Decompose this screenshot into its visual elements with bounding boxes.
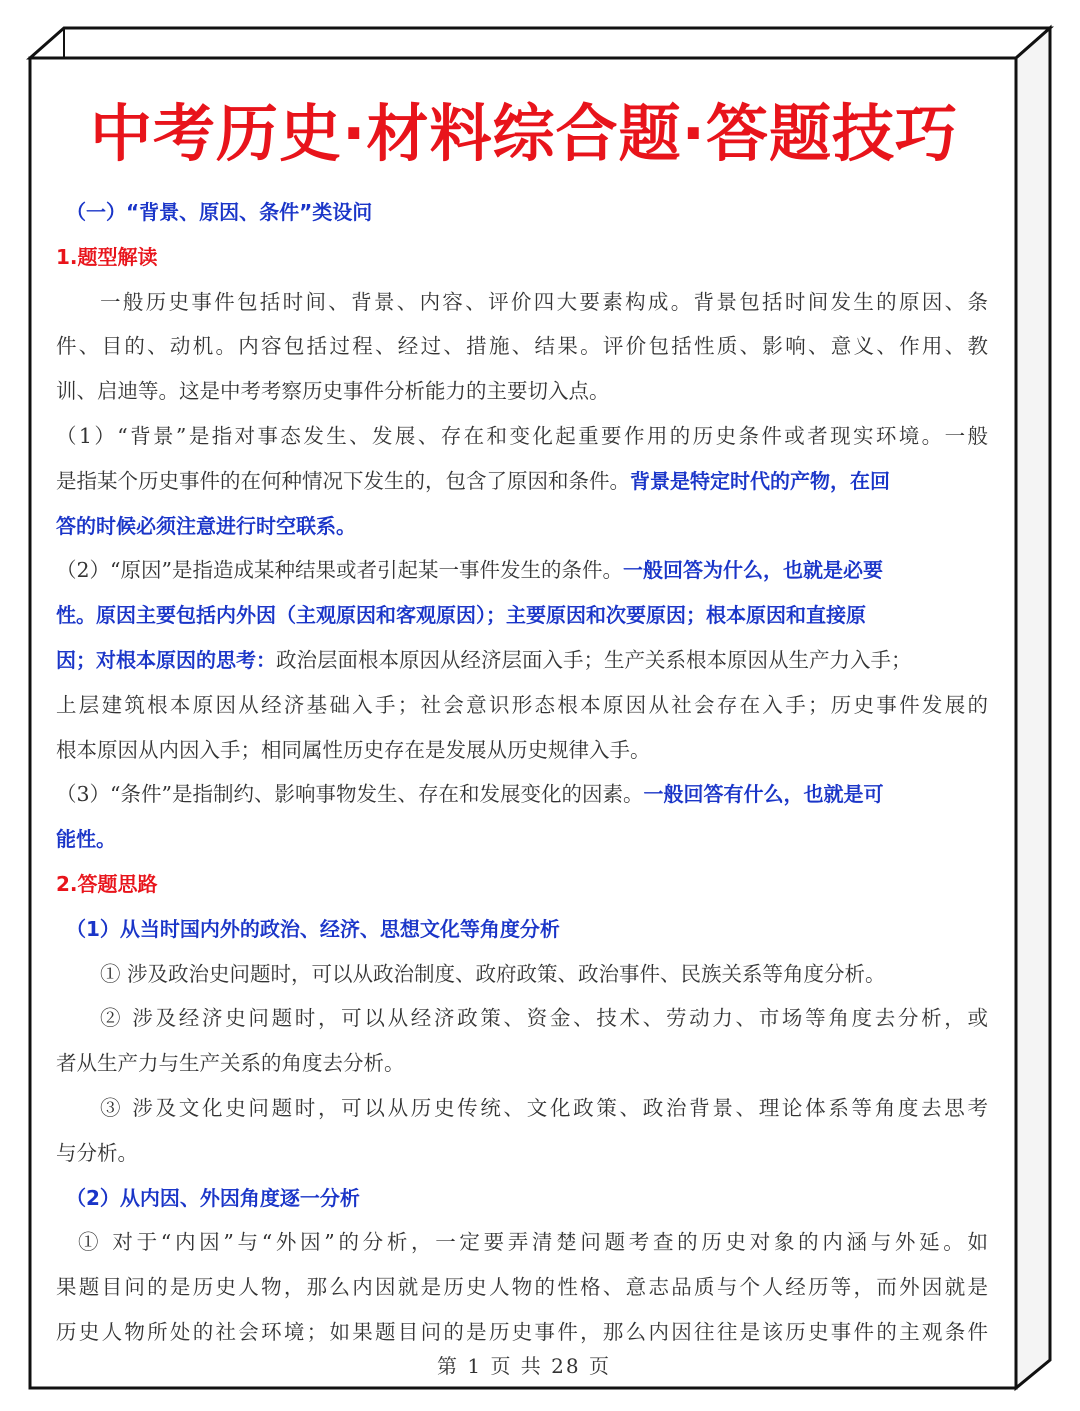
- approach1-item-1: ① 涉及政治史问题时，可以从政治制度、政府政策、政治事件、民族关系等角度分析。: [100, 961, 886, 986]
- reason-emphasis-2: 性。原因主要包括内外因（主观原因和客观原因）；主要原因和次要原因；根本原因和直接原: [56, 603, 866, 628]
- background-emphasis-2: 答的时候必须注意进行时空联系。: [56, 513, 356, 538]
- part-heading-2: 2.答题思路: [56, 871, 158, 896]
- section-heading: （一）“背景、原因、条件”类设问: [66, 200, 373, 224]
- page-title: 中考历史·材料综合题·答题技巧: [89, 97, 959, 170]
- condition-emphasis: 一般回答有什么，也就是可: [643, 782, 884, 807]
- document-page: [34, 60, 1014, 1385]
- approach2-line-1: ① 对于“内因”与“外因”的分析，一定要弄清楚问题考查的历史对象的内涵与外延。如: [78, 1230, 988, 1255]
- reason-emphasis-3: 因；对根本原因的思考：: [56, 647, 276, 672]
- approach2-heading: （2）从内因、外因角度逐一分析: [66, 1185, 360, 1210]
- background-line-1: （1）“背景”是指对事态发生、发展、存在和变化起重要作用的历史条件或者现实环境。一般: [56, 423, 988, 448]
- background-line-2: [56, 459, 988, 504]
- reason-line-1: [56, 548, 988, 593]
- intro-line-1: 一般历史事件包括时间、背景、内容、评价四大要素构成。背景包括时间发生的原因、条: [100, 289, 988, 314]
- approach2-line-3: 历史人物所处的社会环境；如果题目问的是历史事件，那么内因往往是该历史事件的主观条件: [56, 1319, 988, 1344]
- approach1-item-3: ③ 涉及文化史问题时，可以从历史传统、文化政策、政治背景、理论体系等角度去思考: [100, 1095, 988, 1120]
- condition-line-1: [56, 772, 988, 817]
- reason-text: （2）“原因”是指造成某种结果或者引起某一事件发生的条件。: [56, 558, 624, 583]
- document-body: [56, 190, 988, 1355]
- reason-line-4: 上层建筑根本原因从经济基础入手；社会意识形态根本原因从社会存在入手；历史事件发展的: [56, 692, 988, 717]
- intro-line-3: 训、启迪等。这是中考考察历史事件分析能力的主要切入点。: [56, 379, 610, 404]
- approach1-heading: （1）从当时国内外的政治、经济、思想文化等角度分析: [66, 916, 560, 941]
- reason-emphasis: 一般回答为什么，也就是必要: [623, 558, 884, 583]
- part-heading-1: 1.题型解读: [56, 244, 158, 269]
- page-footer: 第 1 页 共 28 页: [437, 1354, 611, 1378]
- background-text: 是指某个历史事件的在何种情况下发生的，包含了原因和条件。: [56, 468, 630, 493]
- condition-text: （3）“条件”是指制约、影响事物发生、存在和发展变化的因素。: [56, 782, 644, 807]
- approach1-item-2-cont: 者从生产力与生产关系的角度去分析。: [56, 1051, 405, 1076]
- reason-text-3: 政治层面根本原因从经济层面入手；生产关系根本原因从生产力入手；: [276, 647, 912, 672]
- intro-line-2: 件、目的、动机。内容包括过程、经过、措施、结果。评价包括性质、影响、意义、作用、教: [56, 334, 988, 359]
- approach2-line-2: 果题目问的是历史人物，那么内因就是历史人物的性格、意志品质与个人经历等，而外因就是: [56, 1275, 988, 1300]
- reason-line-3: [56, 638, 988, 683]
- background-emphasis: 背景是特定时代的产物，在回: [630, 468, 890, 493]
- approach1-item-2: ② 涉及经济史问题时，可以从经济政策、资金、技术、劳动力、市场等角度去分析，或: [100, 1006, 988, 1031]
- approach1-item-3-cont: 与分析。: [56, 1140, 138, 1165]
- condition-emphasis-2: 能性。: [56, 827, 116, 852]
- reason-line-5: 根本原因从内因入手；相同属性历史存在是发展从历史规律入手。: [56, 737, 651, 762]
